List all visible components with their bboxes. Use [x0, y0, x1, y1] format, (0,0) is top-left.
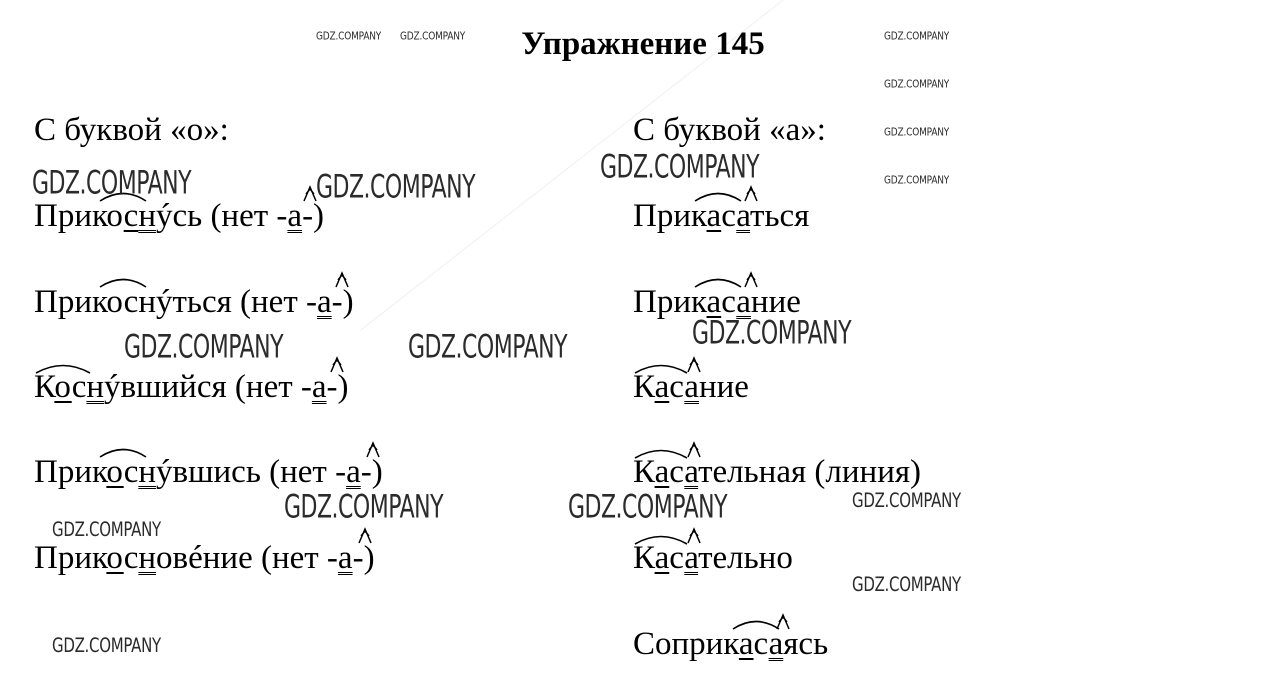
left-word-3: Коснýвшийся (нет -а-)	[34, 369, 349, 405]
watermark: GDZ.COMPANY	[600, 150, 760, 187]
right-word-5: Касательно	[633, 540, 793, 576]
watermark: GDZ.COMPANY	[52, 634, 161, 658]
right-word-2: Прикасание	[633, 284, 801, 320]
left-word-2: Прикоснýться (нет -а-)	[34, 284, 354, 320]
left-heading: С буквой «о»:	[34, 112, 229, 148]
watermark: GDZ.COMPANY	[852, 573, 961, 597]
watermark: GDZ.COMPANY	[400, 31, 466, 43]
watermark: GDZ.COMPANY	[884, 127, 950, 139]
watermark: GDZ.COMPANY	[692, 316, 852, 353]
watermark: GDZ.COMPANY	[884, 175, 950, 187]
left-word-1: Прикоснýсь (нет -а-)	[34, 198, 325, 234]
watermark: GDZ.COMPANY	[852, 489, 961, 513]
watermark: GDZ.COMPANY	[568, 490, 728, 527]
watermark: GDZ.COMPANY	[408, 330, 568, 367]
right-word-1: Прикасаться	[633, 198, 810, 234]
right-heading: С буквой «а»:	[633, 112, 826, 148]
right-word-4: Касательная (линия)	[633, 454, 922, 490]
watermark: GDZ.COMPANY	[316, 170, 476, 207]
watermark: GDZ.COMPANY	[52, 518, 161, 542]
watermark: GDZ.COMPANY	[32, 166, 192, 203]
watermark: GDZ.COMPANY	[316, 31, 382, 43]
watermark: GDZ.COMPANY	[884, 79, 950, 91]
right-word-6: Соприкасаясь	[633, 626, 829, 662]
page-title: Упражнение 145	[521, 26, 765, 62]
left-word-5: Прикосновéние (нет -а-)	[34, 540, 375, 576]
watermark: GDZ.COMPANY	[884, 31, 950, 43]
watermark: GDZ.COMPANY	[284, 490, 444, 527]
left-word-4: Прикоснýвшись (нет -а-)	[34, 454, 383, 490]
watermark: GDZ.COMPANY	[124, 330, 284, 367]
right-word-3: Касание	[633, 369, 749, 405]
